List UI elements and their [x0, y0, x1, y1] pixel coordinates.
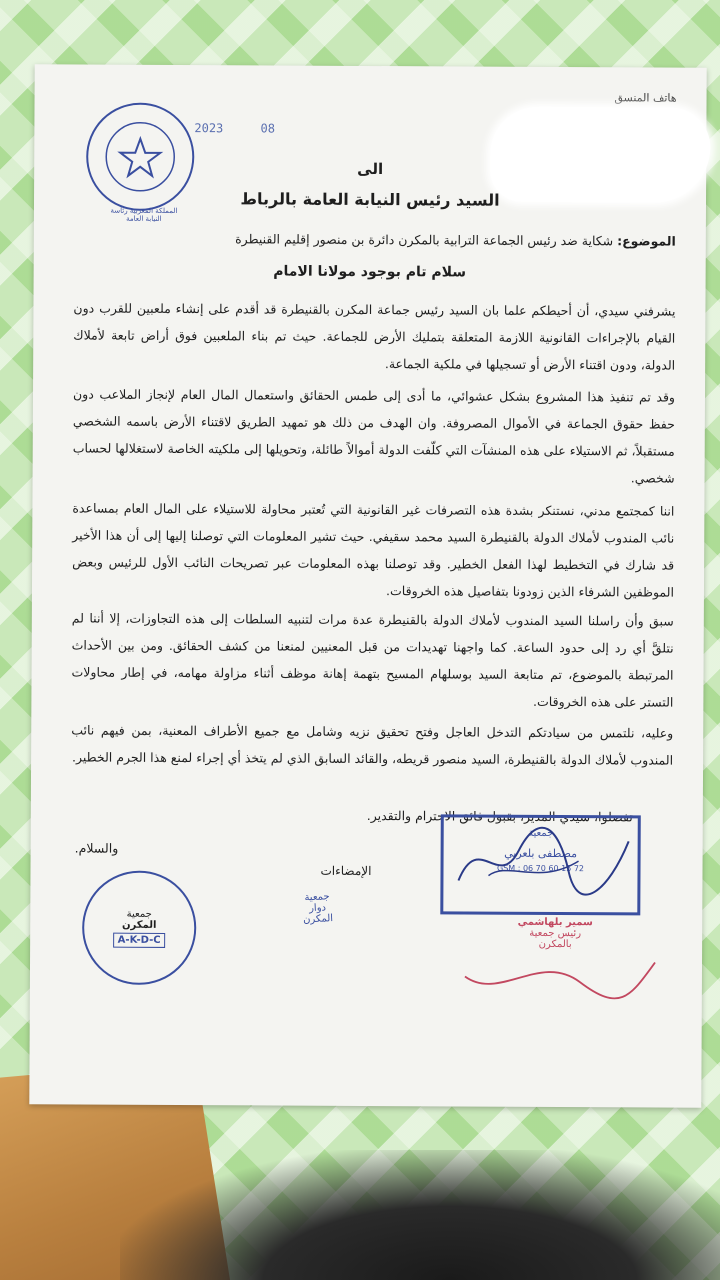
foreground-shadow — [120, 1150, 720, 1280]
to-label: الى — [357, 159, 384, 179]
middle-stamp-line1: جمعية — [304, 891, 330, 904]
red-signature-icon — [460, 946, 660, 1007]
signatures-label: الإمضاءات — [320, 863, 372, 879]
middle-stamp — [257, 885, 380, 961]
right-stamp-line2: مصطفى بلعربي — [504, 846, 578, 861]
paragraph-5: وعليه، نلتمس من سيادتكم التدخل العاجل وفتح تحقيق نزيه وشامل مع جميع الأطراف المعنية، بمن فيهم نائب المندوب لأملاك الدولة بالقنيطرة، السيد منصور قريطه، والقائد السابق الذي لم يتخذ أي إجراء لمنع هذا الجرم الخطير. — [71, 722, 674, 768]
paragraph-1: يشرفني سيدي، أن أحيطكم علما بان السيد رئيس جماعة المكرن بالقنيطرة قد أقدم على إنشاء ملعبين للقرب دون القيام بالإجراءات القانونية اللازمة المتعلقة بتمليك الأرض للجماعة. حيث تم بناء الملعبين فوق أراض تابعة لأملاك الدولة، ودون اقتناء الأرض أو تسجيلها في ملكية الجماعة. — [73, 300, 676, 373]
subject-line — [94, 231, 676, 249]
greeting: سلام تام بوجود مولانا الامام — [273, 263, 467, 281]
right-stamp-line1: جمعية — [528, 827, 554, 839]
middle-stamp-line3: المكرن — [302, 913, 334, 926]
subject-text: شكاية ضد رئيس الجماعة الترابية بالمكرن دائرة بن منصور إقليم القنيطرة — [235, 231, 614, 249]
date-stamp-day: 08 — [260, 121, 276, 136]
association-round-stamp — [82, 871, 197, 986]
red-stamp-line2: رئيس جمعية — [529, 927, 582, 940]
left-stamp-line1: جمعية — [126, 908, 152, 920]
paragraph-4: سبق وأن راسلنا السيد المندوب لأملاك الدولة بالقنيطرة عدة مرات لتنبيه السلطات إلى هذه التجاوزات، إلا أننا لم نتلقَّ أي رد إلى حدود الساعة. كما واجهنا تهديدات من قبل المعنيين لمنعنا من كشف الحقائق. ومن بين الأحداث المرتبطة بالموضوع، تم متابعة السيد بوسلهام المسيح بتهمة إهانة موظف أثناء مزاولة مهامه، في إطار محاولات التستر على هذه الخروقات. — [71, 610, 674, 710]
red-stamp-line3: بالمكرن — [538, 938, 572, 951]
red-stamp-line1: سمير بلهاشمي — [517, 916, 593, 929]
header-phone-label: هاتف المنسق — [614, 91, 677, 105]
recipient: السيد رئيس النيابة العامة بالرباط — [240, 189, 500, 210]
date-stamp — [194, 121, 275, 135]
middle-stamp-line2: دوار — [308, 902, 327, 915]
date-stamp-year: 2023 — [194, 121, 224, 136]
left-stamp-line2: المكرن — [121, 919, 157, 931]
redaction-blob — [490, 107, 710, 203]
complaint-letter — [29, 64, 706, 1108]
seal-caption: المملكة المغربية رئاسة النيابة العامة — [110, 206, 178, 223]
handwritten-signature-icon — [448, 820, 638, 901]
salam-line: والسلام. — [74, 840, 119, 856]
closing-line: تفضلوا، سيدي المدير، بقبول فائق الاحترام والتقدير. — [366, 807, 633, 825]
paragraph-2: وقد تم تنفيذ هذا المشروع بشكل عشوائي، ما أدى إلى طمس الحقائق واستعمال المال العام لإنجاز الملاعب دون حفظ حقوق الجماعة في الأموال المصروفة. وان الهدف من ذلك هو تمهيد الطريق لاقتناء الأرض باسمه الشخصي مستقبلاً، ثم الاستيلاء على هذه المنشآت التي كلّفت الدولة أموالاً طائلة، وتحويلها إلى ملكيته الخاصة لاستغلالها لحساب شخصي. — [72, 386, 676, 486]
subject-label: الموضوع: — [617, 233, 676, 249]
paragraph-3: اننا كمجتمع مدني، نستنكر بشدة هذه التصرفات غير القانونية التي تُعتبر محاولة للاستيلاء على المال العام بمساعدة نائب المندوب لأملاك الدولة بالقنيطرة السيد محمد سقيفي. حيث تشير المعلومات التي توصلنا إليها إلى أن هذا الأخير قد شارك في التخطيط لهذا الفعل الخطير. وقد توصلنا بهذه المعلومات عبر تصريحات النائب الأول للرئيس وبعض الموظفين الشرفاء الذين زودونا بتفاصيل هذه الخروقات. — [72, 500, 675, 600]
right-stamp-gsm: GSM : 06 70 60 15 72 — [496, 863, 585, 874]
left-stamp-line3: A-K-D-C — [113, 932, 166, 947]
